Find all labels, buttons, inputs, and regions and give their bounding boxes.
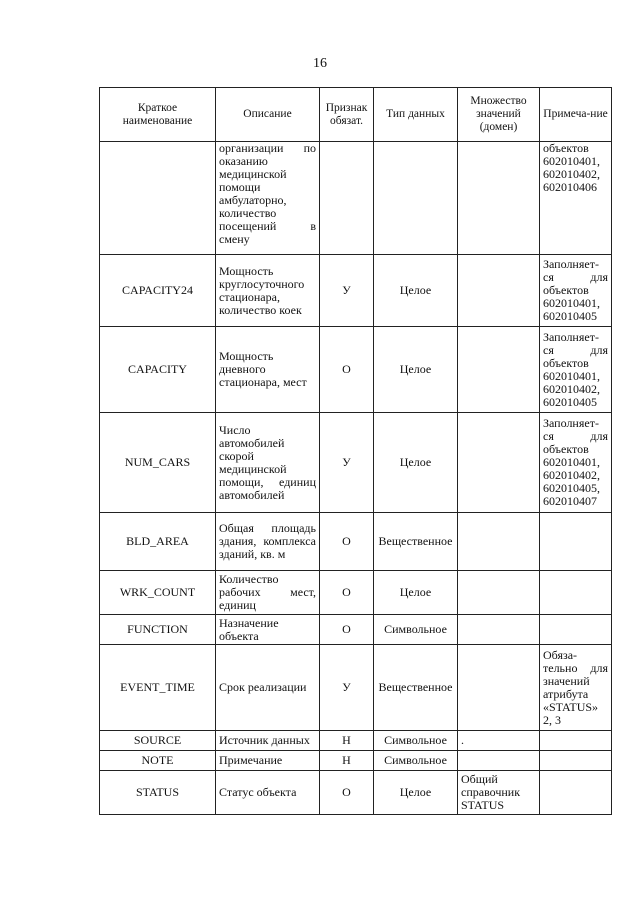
table-row	[100, 771, 612, 815]
cell-note: объектов 602010401, 602010402, 602010406	[540, 142, 612, 255]
cell-type	[374, 142, 458, 255]
cell-domain	[458, 571, 540, 615]
cell-domain	[458, 645, 540, 731]
cell-description: Общая площадь здания, комплекса зданий, кв. м	[216, 513, 320, 571]
cell-domain	[458, 413, 540, 513]
cell-description: Статус объекта	[216, 771, 320, 815]
cell-description: организации по оказанию медицинской помощи амбулаторно, количество посещений в смену	[216, 142, 320, 255]
table-header-row	[100, 88, 612, 142]
attributes-table	[99, 87, 612, 815]
header-mandatory: Признак обязат.	[320, 88, 374, 142]
cell-domain: .	[458, 731, 540, 751]
cell-note	[540, 571, 612, 615]
cell-name: CAPACITY24	[100, 255, 216, 327]
cell-mandatory: О	[320, 771, 374, 815]
header-data-type: Тип данных	[374, 88, 458, 142]
table-row	[100, 413, 612, 513]
table-row	[100, 645, 612, 731]
table-row	[100, 327, 612, 413]
cell-domain	[458, 615, 540, 645]
cell-note	[540, 771, 612, 815]
cell-name: EVENT_TIME	[100, 645, 216, 731]
cell-type: Вещественное	[374, 645, 458, 731]
cell-name: NOTE	[100, 751, 216, 771]
cell-note: Обяза-тельно для значений атрибута «STATUS» 2, 3	[540, 645, 612, 731]
cell-type: Целое	[374, 255, 458, 327]
cell-note	[540, 751, 612, 771]
cell-mandatory: Н	[320, 731, 374, 751]
cell-name: FUNCTION	[100, 615, 216, 645]
cell-note: Заполняет-ся для объектов 602010401, 602010402, 602010405	[540, 327, 612, 413]
cell-type: Целое	[374, 771, 458, 815]
cell-note: Заполняет-ся для объектов 602010401, 602010405	[540, 255, 612, 327]
cell-name: STATUS	[100, 771, 216, 815]
table-row	[100, 571, 612, 615]
cell-name: NUM_CARS	[100, 413, 216, 513]
cell-note: Заполняет-ся для объектов 602010401, 602010402, 602010405, 602010407	[540, 413, 612, 513]
page-number: 16	[313, 56, 327, 71]
cell-mandatory: Н	[320, 751, 374, 771]
header-note: Примеча-ние	[540, 88, 612, 142]
cell-domain: Общий справочник STATUS	[458, 771, 540, 815]
cell-note	[540, 615, 612, 645]
header-domain: Множество значений (домен)	[458, 88, 540, 142]
cell-description: Количество рабочих мест, единиц	[216, 571, 320, 615]
cell-description: Срок реализации	[216, 645, 320, 731]
cell-name: BLD_AREA	[100, 513, 216, 571]
cell-name: CAPACITY	[100, 327, 216, 413]
header-description: Описание	[216, 88, 320, 142]
cell-mandatory: У	[320, 255, 374, 327]
cell-mandatory: О	[320, 615, 374, 645]
cell-description: Мощность круглосуточного стационара, количество коек	[216, 255, 320, 327]
cell-type: Целое	[374, 413, 458, 513]
table-row	[100, 513, 612, 571]
cell-type: Целое	[374, 327, 458, 413]
cell-domain	[458, 513, 540, 571]
cell-domain	[458, 142, 540, 255]
cell-mandatory: У	[320, 413, 374, 513]
cell-type: Символьное	[374, 751, 458, 771]
cell-type: Целое	[374, 571, 458, 615]
cell-type: Символьное	[374, 615, 458, 645]
cell-description: Назначение объекта	[216, 615, 320, 645]
cell-name	[100, 142, 216, 255]
cell-description: Источник данных	[216, 731, 320, 751]
cell-domain	[458, 327, 540, 413]
cell-domain	[458, 255, 540, 327]
table-row	[100, 142, 612, 255]
cell-note	[540, 731, 612, 751]
cell-mandatory: О	[320, 513, 374, 571]
cell-mandatory: О	[320, 571, 374, 615]
cell-mandatory: О	[320, 327, 374, 413]
table-row	[100, 731, 612, 751]
cell-description: Мощность дневного стационара, мест	[216, 327, 320, 413]
cell-name: WRK_COUNT	[100, 571, 216, 615]
cell-type: Вещественное	[374, 513, 458, 571]
cell-description: Число автомобилей скорой медицинской помощи, единиц автомобилей	[216, 413, 320, 513]
cell-note	[540, 513, 612, 571]
header-short-name: Краткое наименование	[100, 88, 216, 142]
cell-type: Символьное	[374, 731, 458, 751]
cell-mandatory: У	[320, 645, 374, 731]
table-row	[100, 615, 612, 645]
cell-mandatory	[320, 142, 374, 255]
cell-domain	[458, 751, 540, 771]
cell-name: SOURCE	[100, 731, 216, 751]
table-row	[100, 751, 612, 771]
table-row	[100, 255, 612, 327]
cell-description: Примечание	[216, 751, 320, 771]
